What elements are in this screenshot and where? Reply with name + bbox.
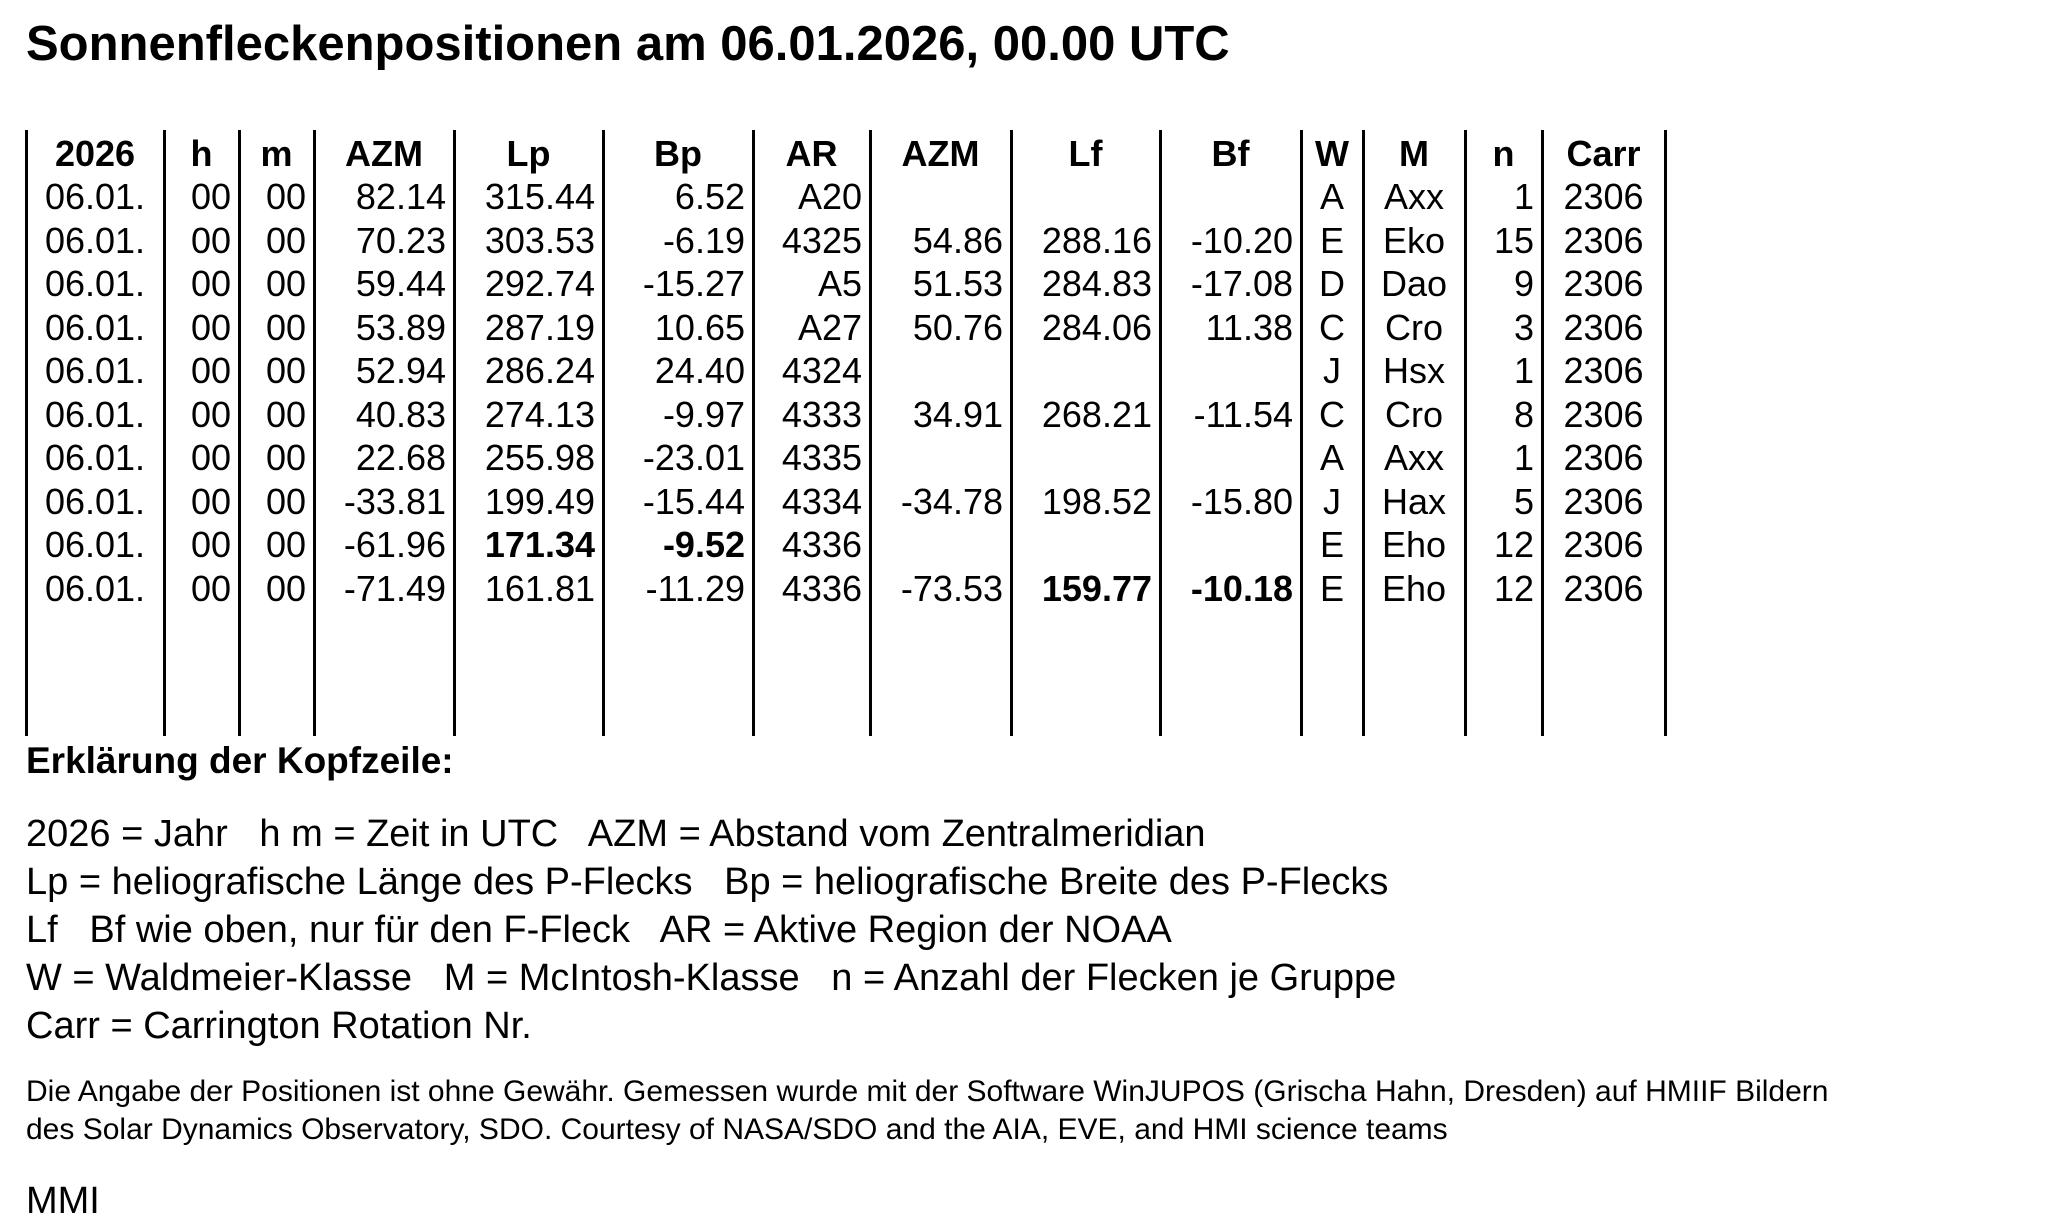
cell-minute: 00	[265, 350, 306, 391]
header-lf: Lf	[1068, 133, 1103, 174]
legend-line-year-time-azm: 2026 = Jahr h m = Zeit in UTC AZM = Abstand vom Zentralmeridian	[26, 813, 1206, 855]
cell-hour: 00	[190, 524, 231, 565]
cell-carrington: 2306	[1563, 524, 1644, 565]
cell-waldmeier: J	[1323, 480, 1341, 522]
header-count: n	[1492, 133, 1515, 174]
header-mcintosh: M	[1399, 133, 1429, 174]
cell-lp: 161.81	[484, 567, 595, 609]
cell-azm-f	[870, 523, 1011, 566]
header-hour: h	[190, 133, 213, 174]
cell-carrington: 2306	[1563, 306, 1644, 348]
cell-minute: 00	[265, 263, 306, 304]
cell-hour: 00	[190, 219, 231, 261]
sunspot-table	[26, 130, 1668, 736]
cell-lf	[1011, 523, 1160, 566]
cell-count: 8	[1513, 393, 1534, 435]
cell-hour: 00	[190, 393, 231, 435]
cell-mcintosh: Eho	[1381, 524, 1447, 565]
cell-azm-f	[870, 175, 1011, 218]
cell-bp: -23.01	[642, 437, 745, 478]
cell-lp: 274.13	[484, 393, 595, 435]
cell-carrington: 2306	[1563, 480, 1644, 522]
cell-ar: 4333	[781, 393, 862, 435]
cell-azm-f: 54.86	[912, 219, 1003, 261]
header-azm-f: AZM	[901, 133, 980, 174]
cell-azm-p: 70.23	[355, 219, 446, 261]
cell-mcintosh: Axx	[1383, 437, 1444, 478]
cell-minute: 00	[265, 176, 306, 217]
header-bf: Bf	[1211, 133, 1250, 174]
cell-mcintosh: Hax	[1381, 480, 1447, 522]
cell-ar: 4324	[781, 350, 862, 391]
cell-hour: 00	[190, 263, 231, 304]
cell-hour: 00	[190, 437, 231, 478]
cell-date: 06.01.	[44, 176, 146, 217]
cell-waldmeier: E	[1319, 219, 1344, 261]
cell-mcintosh: Axx	[1383, 176, 1444, 217]
cell-azm-p: 82.14	[355, 176, 446, 217]
cell-mcintosh: Hsx	[1383, 350, 1445, 391]
disclaimer-line-1: Die Angabe der Positionen ist ohne Gewähr. Gemessen wurde mit der Software WinJUPOS (Grischa Hahn, Dresden) auf HMIIF Bildern	[26, 1075, 1829, 1108]
cell-mcintosh: Eho	[1381, 567, 1447, 609]
cell-count: 3	[1513, 306, 1534, 348]
cell-bp: -15.44	[642, 480, 745, 522]
cell-bf: 11.38	[1205, 306, 1293, 348]
header-lp: Lp	[506, 133, 551, 174]
cell-lp: 315.44	[484, 176, 595, 217]
cell-ar: A27	[797, 306, 862, 348]
author-signature: MMI	[26, 1180, 100, 1222]
cell-azm-f: 51.53	[912, 263, 1003, 304]
cell-lf	[1011, 175, 1160, 218]
cell-ar: 4325	[781, 219, 862, 261]
cell-date: 06.01.	[44, 350, 146, 391]
cell-azm-f	[870, 349, 1011, 392]
cell-azm-p: 40.83	[355, 393, 446, 435]
cell-hour: 00	[190, 480, 231, 522]
legend-title: Erklärung der Kopfzeile:	[26, 740, 454, 781]
disclaimer-line-2: des Solar Dynamics Observatory, SDO. Courtesy of NASA/SDO and the AIA, EVE, and HMI science teams	[26, 1113, 1448, 1146]
cell-minute: 00	[265, 219, 306, 261]
cell-lf: 288.16	[1041, 219, 1152, 261]
cell-carrington: 2306	[1563, 437, 1644, 478]
cell-carrington: 2306	[1563, 393, 1644, 435]
cell-bp: -9.97	[662, 393, 745, 435]
header-bp: Bp	[654, 133, 702, 174]
cell-mcintosh: Eko	[1382, 219, 1446, 261]
cell-bf	[1160, 436, 1301, 479]
cell-date: 06.01.	[44, 567, 146, 609]
cell-carrington: 2306	[1563, 567, 1644, 609]
cell-bp: -6.19	[662, 219, 745, 261]
cell-date: 06.01.	[44, 263, 146, 304]
cell-ar: A5	[817, 263, 862, 304]
cell-carrington: 2306	[1563, 176, 1644, 217]
cell-date: 06.01.	[44, 480, 146, 522]
cell-ar: 4335	[781, 437, 862, 478]
cell-azm-f	[870, 436, 1011, 479]
cell-bp: -11.29	[645, 567, 745, 609]
cell-lf	[1011, 349, 1160, 392]
cell-lp: 303.53	[484, 219, 595, 261]
cell-bf	[1160, 349, 1301, 392]
cell-ar: A20	[797, 176, 862, 217]
cell-bf	[1160, 175, 1301, 218]
cell-lp: 171.34	[484, 524, 595, 565]
cell-lf: 284.06	[1041, 306, 1152, 348]
cell-waldmeier: C	[1319, 393, 1345, 435]
cell-count: 5	[1513, 480, 1534, 522]
cell-carrington: 2306	[1563, 263, 1644, 304]
legend-line-w-m-n: W = Waldmeier-Klasse M = McIntosh-Klasse n = Anzahl der Flecken je Gruppe	[26, 957, 1397, 999]
cell-azm-p: -61.96	[343, 524, 446, 565]
cell-ar: 4336	[781, 567, 862, 609]
cell-lp: 199.49	[484, 480, 595, 522]
cell-azm-p: -71.49	[343, 567, 446, 609]
legend-line-carr: Carr = Carrington Rotation Nr.	[26, 1005, 532, 1047]
cell-lf: 159.77	[1041, 567, 1152, 609]
cell-azm-f: -73.53	[900, 567, 1003, 609]
cell-carrington: 2306	[1563, 219, 1644, 261]
cell-bp: -15.27	[642, 263, 745, 304]
cell-count: 12	[1493, 524, 1534, 565]
cell-bf: -11.54	[1193, 393, 1293, 435]
cell-waldmeier: A	[1319, 176, 1344, 217]
cell-date: 06.01.	[44, 306, 146, 348]
page-title: Sonnenfleckenpositionen am 06.01.2026, 00.00 UTC	[26, 17, 1230, 71]
cell-minute: 00	[265, 524, 306, 565]
cell-bp: 10.65	[654, 306, 745, 348]
cell-minute: 00	[265, 480, 306, 522]
cell-hour: 00	[190, 350, 231, 391]
cell-lf: 268.21	[1041, 393, 1152, 435]
cell-bf: -15.80	[1190, 480, 1293, 522]
cell-lf: 198.52	[1041, 480, 1152, 522]
cell-lf: 284.83	[1041, 263, 1152, 304]
header-carrington: Carr	[1566, 133, 1641, 174]
cell-hour: 00	[190, 176, 231, 217]
cell-date: 06.01.	[44, 437, 146, 478]
cell-azm-p: 52.94	[355, 350, 446, 391]
cell-minute: 00	[265, 306, 306, 348]
cell-bf	[1160, 523, 1301, 566]
cell-minute: 00	[265, 393, 306, 435]
cell-minute: 00	[265, 567, 306, 609]
cell-mcintosh: Cro	[1384, 393, 1443, 435]
cell-lf	[1011, 436, 1160, 479]
cell-waldmeier: J	[1323, 350, 1341, 391]
cell-date: 06.01.	[44, 219, 146, 261]
header-waldmeier: W	[1315, 133, 1349, 174]
cell-bp: -9.52	[662, 524, 745, 565]
cell-azm-f: 50.76	[912, 306, 1003, 348]
cell-waldmeier: E	[1319, 567, 1344, 609]
cell-ar: 4336	[781, 524, 862, 565]
cell-lp: 286.24	[484, 350, 595, 391]
cell-count: 1	[1513, 437, 1534, 478]
cell-azm-p: 53.89	[355, 306, 446, 348]
cell-minute: 00	[265, 437, 306, 478]
header-date: 2026	[54, 133, 136, 174]
cell-count: 9	[1513, 263, 1534, 304]
legend-line-lp-bp: Lp = heliografische Länge des P-Flecks Bp = heliografische Breite des P-Flecks	[26, 861, 1389, 903]
legend-line-lf-bf-ar: Lf Bf wie oben, nur für den F-Fleck AR = Aktive Region der NOAA	[26, 909, 1172, 951]
cell-mcintosh: Dao	[1380, 263, 1448, 304]
cell-lp: 292.74	[484, 263, 595, 304]
cell-bf: -10.18	[1190, 567, 1293, 609]
cell-count: 1	[1513, 176, 1534, 217]
cell-hour: 00	[190, 306, 231, 348]
cell-bf: -10.20	[1190, 219, 1293, 261]
cell-count: 1	[1513, 350, 1534, 391]
cell-count: 15	[1493, 219, 1534, 261]
cell-date: 06.01.	[44, 393, 146, 435]
cell-waldmeier: A	[1319, 437, 1344, 478]
cell-bf: -17.08	[1190, 263, 1293, 304]
cell-azm-p: -33.81	[343, 480, 446, 522]
cell-waldmeier: D	[1319, 263, 1345, 304]
cell-carrington: 2306	[1563, 350, 1644, 391]
cell-bp: 24.40	[654, 350, 745, 391]
cell-waldmeier: E	[1319, 524, 1344, 565]
cell-date: 06.01.	[44, 524, 146, 565]
cell-azm-p: 22.68	[355, 437, 446, 478]
cell-ar: 4334	[781, 480, 862, 522]
cell-hour: 00	[190, 567, 231, 609]
cell-lp: 287.19	[484, 306, 595, 348]
cell-count: 12	[1493, 567, 1534, 609]
cell-mcintosh: Cro	[1384, 306, 1443, 348]
cell-azm-p: 59.44	[355, 263, 446, 304]
cell-azm-f: -34.78	[900, 480, 1003, 522]
cell-waldmeier: C	[1319, 306, 1345, 348]
header-azm-p: AZM	[345, 133, 423, 174]
header-minute: m	[260, 133, 293, 174]
cell-lp: 255.98	[484, 437, 595, 478]
header-ar: AR	[785, 133, 838, 174]
cell-bp: 6.52	[674, 176, 745, 217]
cell-azm-f: 34.91	[912, 393, 1003, 435]
